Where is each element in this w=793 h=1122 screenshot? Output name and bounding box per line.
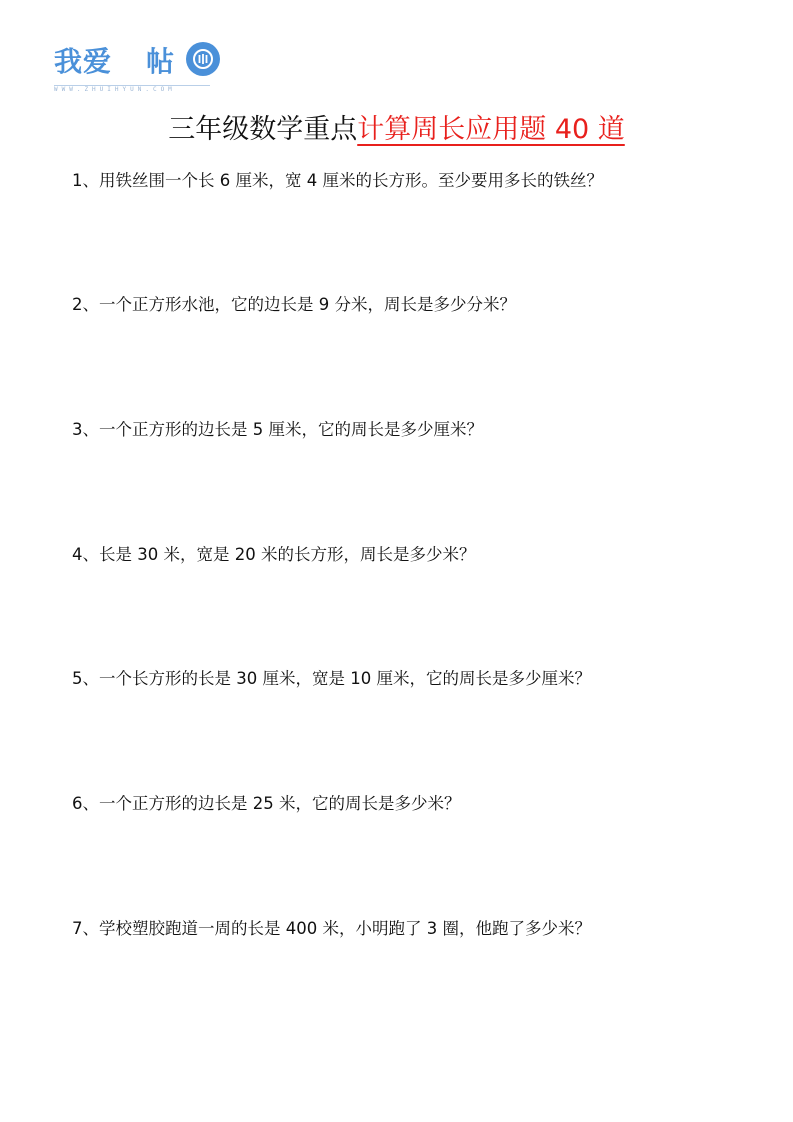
question-4: 4、长是 30 米，宽是 20 米的长方形，周长是多少米？ — [72, 545, 476, 564]
question-1: 1、用铁丝围一个长 6 厘米，宽 4 厘米的长方形。至少要用多长的铁丝？ — [72, 171, 603, 190]
site-logo — [54, 38, 234, 98]
title-part-1: 三年级数学重点 — [168, 114, 358, 145]
logo-wordmark — [54, 40, 175, 80]
question-6: 6、一个正方形的边长是 25 米，它的周长是多少米？ — [72, 794, 461, 813]
page-title — [0, 108, 793, 152]
question-2: 2、一个正方形水池，它的边长是 9 分米，周长是多少分米？ — [72, 295, 516, 314]
question-3: 3、一个正方形的边长是 5 厘米，它的周长是多少厘米？ — [72, 420, 483, 439]
logo-text: 我爱 — [54, 45, 113, 78]
question-7: 7、学校塑胶跑道一周的长是 400 米，小明跑了 3 圈，他跑了多少米？ — [72, 919, 591, 938]
chat-bubble-icon — [186, 42, 220, 76]
logo-subtext: WWW.ZHUIHYUN.COM — [54, 86, 176, 93]
logo-text-2: 帖 — [146, 45, 176, 78]
title-part-2: 计算周长应用题 40 道 — [357, 114, 625, 145]
question-5: 5、一个长方形的长是 30 厘米，宽是 10 厘米，它的周长是多少厘米？ — [72, 669, 591, 688]
